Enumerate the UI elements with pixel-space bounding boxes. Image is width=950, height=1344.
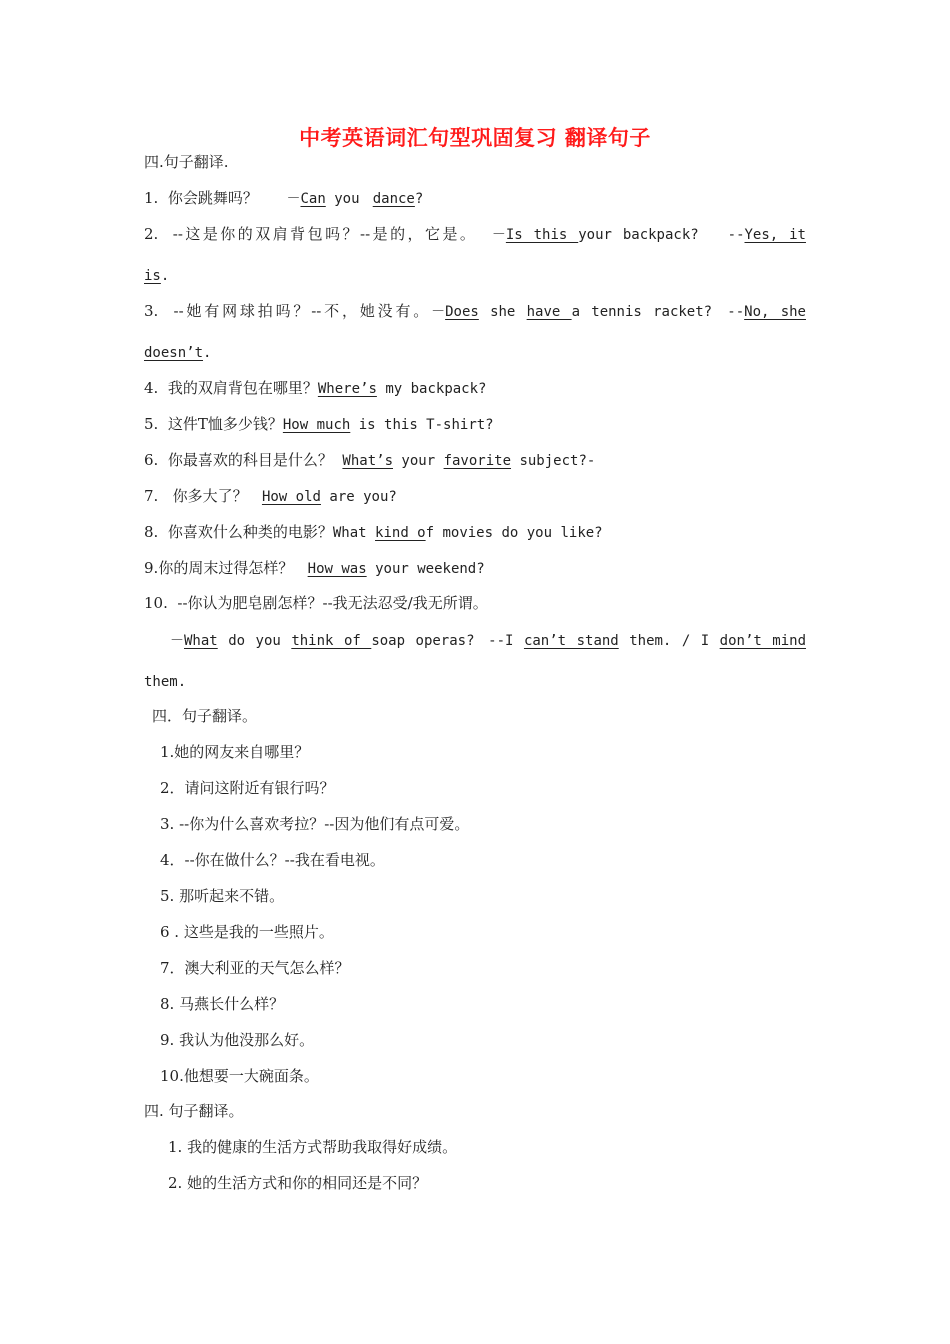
- answer: can’t stand: [523, 633, 619, 649]
- answer: kind o: [375, 525, 426, 541]
- list-item: 9.你的周末过得怎样？ How was your weekend?: [144, 559, 485, 577]
- answer: Can: [300, 191, 326, 207]
- section-heading: 四. 句子翻译。: [144, 1102, 244, 1120]
- list-item: 3. --你为什么喜欢考拉？--因为他们有点可爱。: [160, 815, 470, 833]
- list-item: 9. 我认为他没那么好。: [160, 1031, 315, 1049]
- list-item: 8. 马燕长什么样？: [160, 995, 285, 1013]
- list-item: 3. --她有网球拍吗？--不，她没有。－Does she have a tennis racket? --No, she: [144, 302, 806, 320]
- list-item: 1.她的网友来自哪里？: [160, 743, 310, 761]
- list-item: 2. --这是你的双肩背包吗？--是的，它是。 －Is this your backpack? --Yes, it: [144, 225, 806, 243]
- answer: Does: [445, 304, 479, 320]
- answer: No, she: [744, 304, 806, 320]
- list-item: 4. 我的双肩背包在哪里？Where’s my backpack?: [144, 379, 487, 397]
- list-item: 5. 那听起来不错。: [160, 887, 285, 905]
- answer: think of: [291, 633, 372, 649]
- list-item-continuation: is.: [144, 268, 170, 284]
- list-item-answer: －What do you think of soap operas? --I can’t stand them. / I don’t mind: [170, 633, 807, 649]
- list-item: 6. 你最喜欢的科目是什么？ What’s your favorite subject?-: [144, 451, 596, 469]
- list-item: 1. 我的健康的生活方式帮助我取得好成绩。: [168, 1138, 458, 1156]
- answer: How much: [282, 417, 351, 433]
- answer: favorite: [443, 453, 512, 469]
- answer: What: [184, 633, 218, 649]
- document-title: 中考英语词汇句型巩固复习 翻译句子: [299, 126, 651, 150]
- list-item: 4．--你在做什么？--我在看电视。: [160, 851, 385, 869]
- answer: Where’s: [317, 381, 377, 397]
- answer: don’t mind: [719, 633, 807, 649]
- answer: have: [526, 304, 572, 320]
- answer: is: [144, 268, 161, 284]
- list-item: 5. 这件T恤多少钱？How much is this T-shirt?: [144, 415, 494, 433]
- list-item-continuation: doesn’t.: [144, 345, 212, 361]
- answer: How old: [261, 489, 321, 505]
- list-item: 1. 你会跳舞吗？ －Can you dance?: [144, 189, 424, 207]
- answer: What’s: [342, 453, 393, 469]
- list-item: 6 . 这些是我的一些照片。: [160, 923, 334, 941]
- list-item: 7. 你多大了？ How old are you?: [144, 487, 397, 505]
- list-item: 7．澳大利亚的天气怎么样？: [160, 959, 350, 977]
- answer: Is this: [505, 227, 579, 243]
- list-item: 10. --你认为肥皂剧怎样？--我无法忍受/我无所谓。: [144, 594, 488, 612]
- list-item: 2．请问这附近有银行吗？: [160, 779, 335, 797]
- section-heading: 四．句子翻译。: [152, 707, 258, 725]
- answer: doesn’t: [144, 345, 204, 361]
- list-item: 8. 你喜欢什么种类的电影？What kind of movies do you like?: [144, 523, 603, 541]
- answer: Yes, it: [744, 227, 806, 243]
- answer: How was: [307, 561, 367, 577]
- section-heading: 四.句子翻译.: [144, 153, 229, 171]
- list-item: 2. 她的生活方式和你的相同还是不同？: [168, 1174, 428, 1192]
- list-item: 10.他想要一大碗面条。: [160, 1067, 319, 1085]
- list-item-continuation: them.: [144, 674, 187, 690]
- answer: dance: [372, 191, 415, 207]
